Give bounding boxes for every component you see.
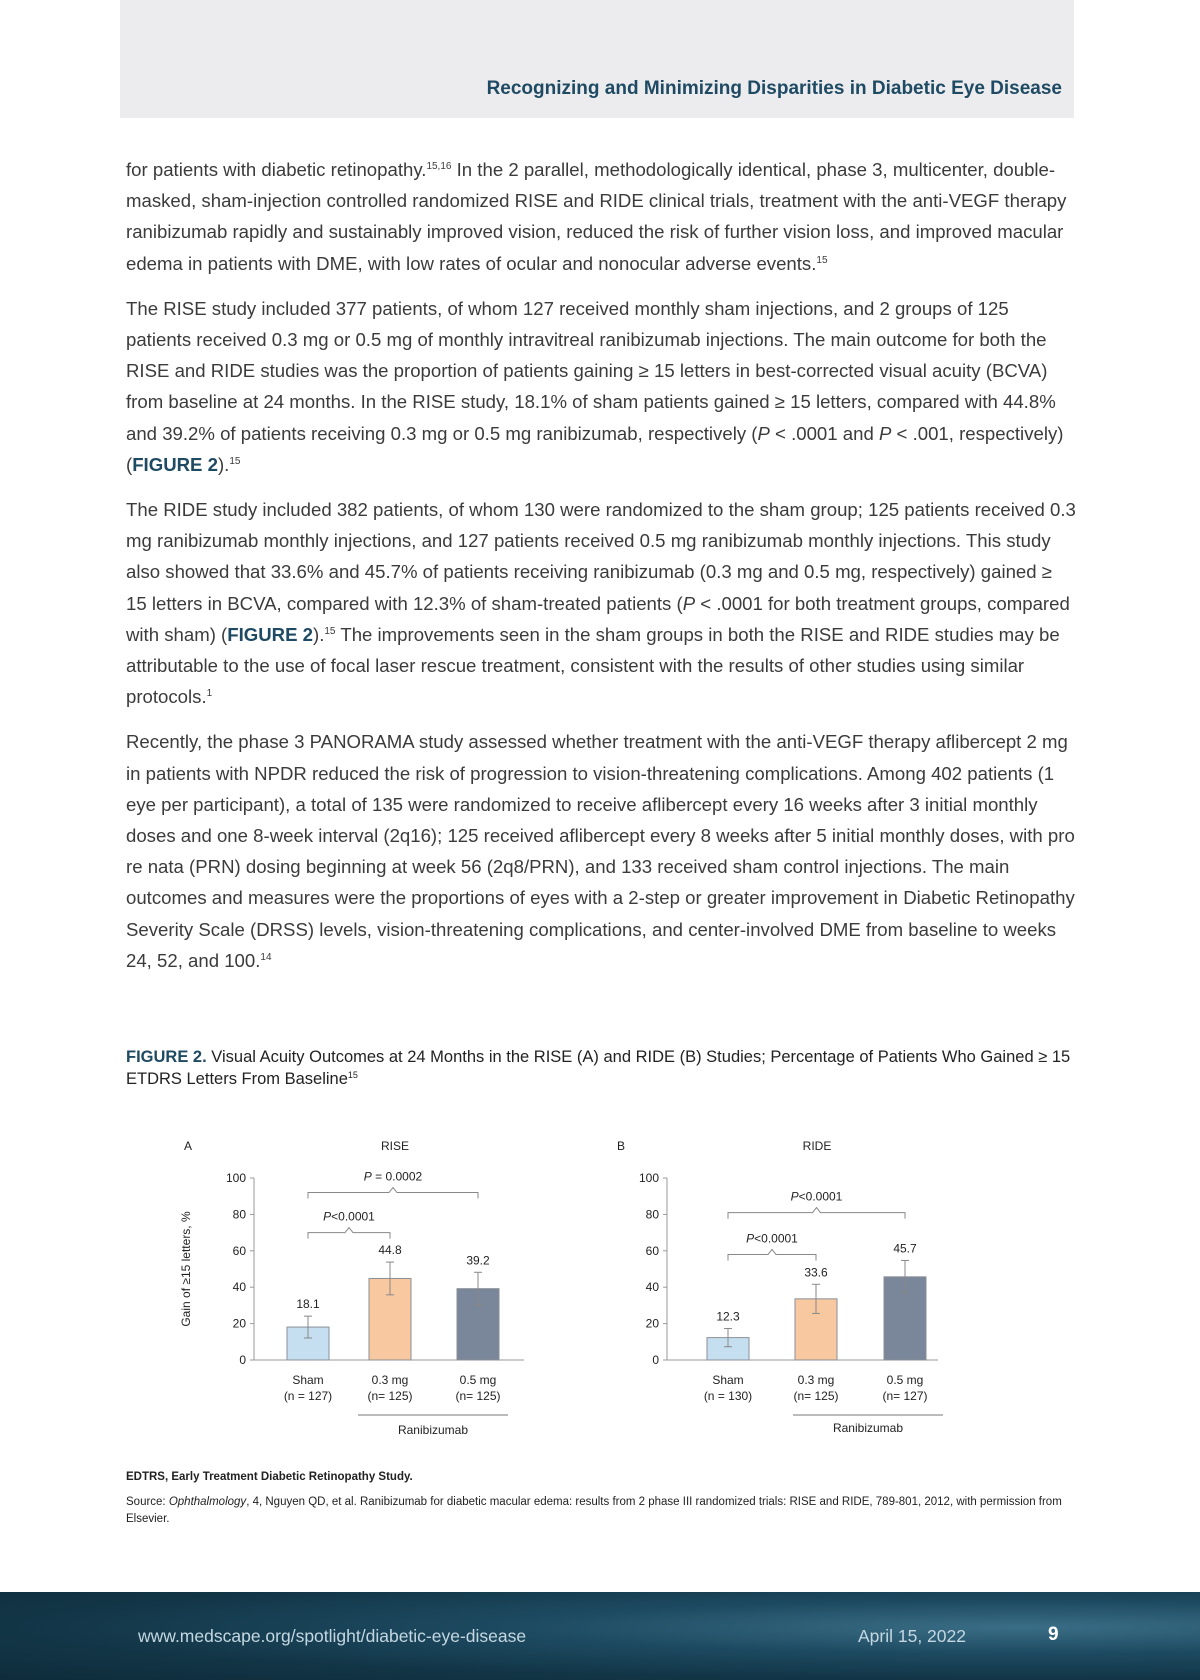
group-label: Ranibizumab [397,1423,469,1437]
panel-letter: A [183,1139,193,1153]
figure-caption-text: Visual Acuity Outcomes at 24 Months in the RISE (A) and RIDE (B) Studies; Percentage of Patients Who Gained ≥ 15 ETDRS Letters From Baseline [126,1048,1071,1088]
source-details: , 4, Nguyen QD, et al. Ranibizumab for diabetic macular edema: results from 2 phase III randomized trials: RISE and RIDE, 789-801, 2012, with permission from Elsevier. [126,1496,1062,1525]
citation-15: 15 [816,254,828,266]
y-tick-label: 40 [645,1280,659,1295]
y-tick-label: 20 [232,1316,246,1331]
comparison-bracket [728,1249,816,1260]
footer-date: April 15, 2022 [858,1626,966,1646]
p-symbol: P [757,422,770,444]
footer-url[interactable]: www.medscape.org/spotlight/diabetic-eye-disease [138,1626,527,1646]
citation-1: 1 [206,688,213,700]
y-axis-label: Gain of ≥15 letters, % [179,1211,193,1327]
comparison-bracket [728,1208,905,1219]
group-label: Ranibizumab [832,1421,904,1435]
data-label: 33.6 [804,1265,828,1280]
document-title: Recognizing and Minimizing Disparities in Diabetic Eye Disease [486,78,1062,99]
p-value-text: <0.0001 [798,1189,843,1204]
paragraph-2-text-b: < .0001 and [769,422,879,444]
category-label: Sham [712,1373,744,1387]
y-tick-label: 60 [232,1243,246,1258]
figure-2-link[interactable]: FIGURE 2 [227,623,314,645]
p-value-label [323,1210,375,1224]
data-label: 12.3 [716,1309,740,1324]
category-n-label: (n= 127) [882,1389,928,1403]
p-value-label [791,1190,843,1204]
category-label: Sham [292,1373,324,1387]
paragraph-4-text: Recently, the phase 3 PANORAMA study assessed whether treatment with the anti-VEGF therapy aflibercept 2 mg in patients with NPDR reduced the risk of progression to vision-threatening complications. Among 402 patients (1 eye per participant), a total of 135 were randomized to receive aflibercept every 16 weeks after 3 initial monthly doses and one 8-week interval (2q16); 125 received aflibercept every 8 weeks after 5 initial monthly doses, with pro re nata (PRN) dosing beginning at week 56 (2q8/PRN), and 133 received sham control injections. The main outcomes and measures were the proportions of eyes with a 2-step or greater improvement in Diabetic Retinopathy Severity Scale (DRSS) levels, vision-threatening complications, and center-involved DME from baseline to weeks 24, 52, and 100. [126,731,1075,971]
p-value-text: <0.0001 [754,1231,798,1246]
p-symbol: P [323,1209,332,1224]
category-label: 0.5 mg [459,1373,497,1387]
p-value-label [746,1231,798,1245]
y-tick-label: 80 [232,1207,246,1222]
source-note [126,1494,1076,1528]
p-symbol: P [363,1169,372,1184]
y-tick-label: 20 [645,1316,659,1331]
category-n-label: (n= 125) [793,1389,839,1403]
p-value-label [364,1170,423,1184]
paragraph-3-text-a: The RIDE study included 382 patients, of whom 130 were randomized to the sham group; 125 patients received 0.3 mg ranibizumab monthly injections, and 127 patients received 0.5 mg ranibizumab monthly injections. This study also showed that 33.6% and 45.7% of patients receiving ranibizumab (0.3 mg and 0.5 mg, respectively) gained ≥ 15 letters in BCVA, compared with 12.3% of sham-treated patients ( [126,499,1076,614]
data-label: 39.2 [466,1253,490,1268]
figure-2-link[interactable]: FIGURE 2 [132,453,218,475]
citation-15: 15 [347,1070,358,1080]
y-tick-label: 40 [232,1280,246,1295]
chart-title: RISE [380,1139,410,1153]
p-symbol: P [878,422,892,444]
paragraph-1-text-b: In the 2 parallel, methodologically identical, phase 3, multicenter, double-masked, sham-injection controlled randomized RISE and RIDE clinical trials, treatment with the anti-VEGF therapy ranibizumab rapidly and sustainably improved vision, reduced the risk of further vision loss, and improved macular edema in patients with DME, with low rates of ocular and nonocular adverse events. [126,159,1067,274]
data-label: 44.8 [378,1243,402,1258]
paragraph-3-text-d: The improvements seen in the sham groups in both the RISE and RIDE studies may be attributable to the use of focal laser rescue treatment, consistent with the results of other studies using similar protocols. [126,623,1060,708]
category-label: 0.5 mg [886,1373,924,1387]
category-n-label: (n = 127) [283,1389,333,1403]
p-symbol: P [682,592,696,614]
y-tick-label: 80 [645,1207,659,1222]
category-label: 0.3 mg [371,1373,409,1387]
p-symbol: P [746,1231,755,1246]
footer-band [0,1592,1200,1680]
y-tick-label: 60 [645,1243,659,1258]
y-tick-label: 100 [638,1171,659,1185]
paragraph-3-text-b: < .0001 for both treatment groups, compared with sham) ( [126,592,1070,645]
citation-15: 15 [229,455,241,467]
citation-15-16: 15,16 [426,161,452,172]
data-label: 45.7 [893,1241,917,1256]
source-prefix: Source: [126,1496,169,1508]
p-value-text: = 0.0002 [371,1169,423,1184]
p-value-text: <0.0001 [331,1209,375,1224]
citation-15: 15 [324,625,336,637]
citation-14: 14 [260,951,272,963]
y-tick-label: 0 [239,1353,246,1367]
category-n-label: (n= 125) [455,1389,501,1403]
abbreviation-note: EDTRS, Early Treatment Diabetic Retinopathy Study. [126,1471,413,1483]
category-n-label: (n = 130) [703,1389,753,1403]
y-tick-label: 100 [225,1171,246,1185]
figure-label: FIGURE 2. [126,1048,207,1066]
data-label: 18.1 [296,1297,320,1312]
chart-title: RIDE [802,1139,832,1153]
category-label: 0.3 mg [797,1373,835,1387]
page-number: 9 [1048,1624,1059,1645]
paragraph-2-text-c: < .001, respectively) ( [126,422,1064,475]
comparison-bracket [308,1228,390,1239]
paragraph-1-text-a: for patients with diabetic retinopathy. [126,159,427,180]
paragraph-2-text-d: ). [217,453,230,475]
panel-letter: B [616,1139,626,1153]
y-tick-label: 0 [652,1353,659,1367]
p-symbol: P [790,1189,799,1204]
source-journal: Ophthalmology [168,1496,247,1508]
comparison-bracket [308,1188,478,1199]
paragraph-3-text-c: ). [313,623,325,645]
category-n-label: (n= 125) [367,1389,413,1403]
paragraph-2-text-a: The RISE study included 377 patients, of whom 127 received monthly sham injections, and 2 groups of 125 patients received 0.3 mg or 0.5 mg of monthly intravitreal ranibizumab injections. The main outcome for both the RISE and RIDE studies was the proportion of patients gaining ≥ 15 letters in best-corrected visual acuity (BCVA) from baseline at 24 months. In the RISE study, 18.1% of sham patients gained ≥ 15 letters, compared with 44.8% and 39.2% of patients receiving 0.3 mg or 0.5 mg ranibizumab, respectively ( [126,297,1056,444]
